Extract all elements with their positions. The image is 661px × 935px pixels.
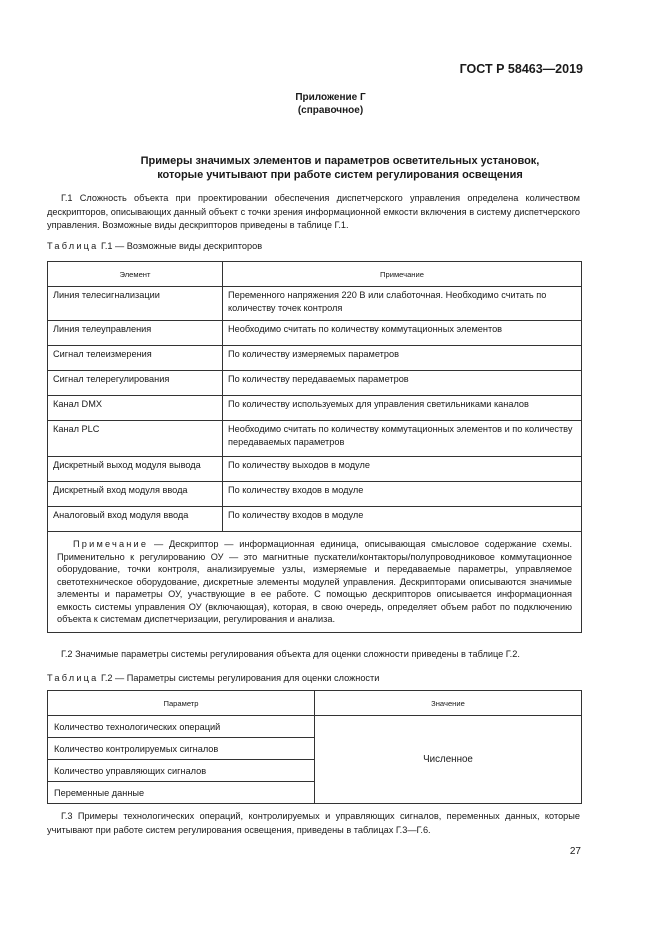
appendix-subtitle: (справочное) <box>297 105 364 116</box>
table-cell-note: По количеству используемых для управления светильниками каналов <box>223 396 582 421</box>
parameters-table <box>47 690 582 804</box>
table-cell-note: По количеству измеряемых параметров <box>223 346 582 371</box>
column-header-note: Примечание <box>223 262 582 287</box>
column-header-parameter: Параметр <box>48 691 315 716</box>
footnote-text: — Дескриптор — информационная единица, описывающая смысловое содержание схемы. Применительно к регулированию ОУ — это магнитные пускатели/контакторы/полупроводниковое коммутационное оборудование, точки контроля, анализируемые узлы, измеряемые и передаваемые параметры, управляемое светотехническое оборудование, дискретные элементы модулей управления. Дескрипторами описываются значимые элементы и параметры ОУ, участвующие в ее работе. С помощью дескрипторов описывается информационная емкость системы управления ОУ (включающая), которая, в свою очередь, определяет объем работ по подключению объекта к системам диспетчеризации, регулирования и анализа. <box>57 539 572 624</box>
table-cell-note: Необходимо считать по количеству коммутационных элементов <box>223 321 582 346</box>
column-header-value: Значение <box>315 691 582 716</box>
table-header-row <box>48 691 582 716</box>
table-cell-note: По количеству входов в модуле <box>223 482 582 507</box>
table2-caption-word: Таблица <box>47 673 99 683</box>
table1-footnote <box>48 532 582 633</box>
table-cell-parameter: Количество управляющих сигналов <box>48 760 315 782</box>
table-row <box>48 396 582 421</box>
section-title-line1: Примеры значимых элементов и параметров осветительных установок, <box>140 155 540 167</box>
table-cell-element: Дискретный выход модуля вывода <box>48 457 223 482</box>
standard-number: ГОСТ Р 58463—2019 <box>459 62 583 76</box>
table-row <box>48 346 582 371</box>
table-cell-element: Аналоговый вход модуля ввода <box>48 507 223 532</box>
appendix-title: Приложение Г <box>295 92 366 103</box>
table-cell-note: По количеству выходов в модуле <box>223 457 582 482</box>
paragraph-g3: Г.3 Примеры технологических операций, контролируемых и управляющих сигналов, переменных данных, которые учитывают при работе систем регулирования освещения, приведены в таблицах Г.3—Г.6. <box>47 811 580 835</box>
table-row <box>48 321 582 346</box>
table1-caption <box>47 241 262 251</box>
table-row <box>48 482 582 507</box>
table-cell-note: По количеству передаваемых параметров <box>223 371 582 396</box>
table-cell-element: Линия телеуправления <box>48 321 223 346</box>
section-title-line2: которые учитывают при работе систем регулирования освещения <box>157 169 523 181</box>
table-cell-note: Необходимо считать по количеству коммутационных элементов и по количеству передаваемых параметров <box>223 421 582 457</box>
table-cell-parameter: Количество контролируемых сигналов <box>48 738 315 760</box>
table-header-row <box>48 262 582 287</box>
table-row <box>48 287 582 321</box>
table-cell-parameter: Переменные данные <box>48 782 315 804</box>
table1-caption-text: Г.1 — Возможные виды дескрипторов <box>98 241 263 251</box>
page-number: 27 <box>569 846 581 857</box>
table1-caption-word: Таблица <box>47 241 99 251</box>
table-cell-note: Переменного напряжения 220 В или слаботочная. Необходимо считать по количеству точек контроля <box>223 287 582 321</box>
table-cell-value: Численное <box>315 716 582 804</box>
section-title <box>60 154 620 182</box>
table-row <box>48 457 582 482</box>
descriptors-table <box>47 261 582 633</box>
paragraph-g2: Г.2 Значимые параметры системы регулирования объекта для оценки сложности приведены в таблице Г.2. <box>61 649 520 659</box>
table-row <box>48 371 582 396</box>
column-header-element: Элемент <box>48 262 223 287</box>
table-cell-note: По количеству входов в модуле <box>223 507 582 532</box>
table-cell-parameter: Количество технологических операций <box>48 716 315 738</box>
table-row <box>48 716 582 738</box>
table-cell-element: Линия телесигнализации <box>48 287 223 321</box>
table-cell-element: Сигнал телеизмерения <box>48 346 223 371</box>
table2-caption <box>47 673 379 683</box>
table-cell-element: Канал PLC <box>48 421 223 457</box>
table-cell-element: Дискретный вход модуля ввода <box>48 482 223 507</box>
table2-caption-text: Г.2 — Параметры системы регулирования для оценки сложности <box>98 673 380 683</box>
table-cell-element: Канал DMX <box>48 396 223 421</box>
paragraph-g1: Г.1 Сложность объекта при проектировании обеспечения диспетчерского управления определена количеством дескрипторов, описывающих данный объект с точки зрения информационной емкости включения в систему диспетчерского управления. Возможные виды дескрипторов приведены в таблице Г.1. <box>47 193 580 230</box>
footnote-label: Примечание <box>73 539 149 549</box>
table-row <box>48 507 582 532</box>
table-cell-element: Сигнал телерегулирования <box>48 371 223 396</box>
table-note-row <box>48 532 582 633</box>
table-row <box>48 421 582 457</box>
